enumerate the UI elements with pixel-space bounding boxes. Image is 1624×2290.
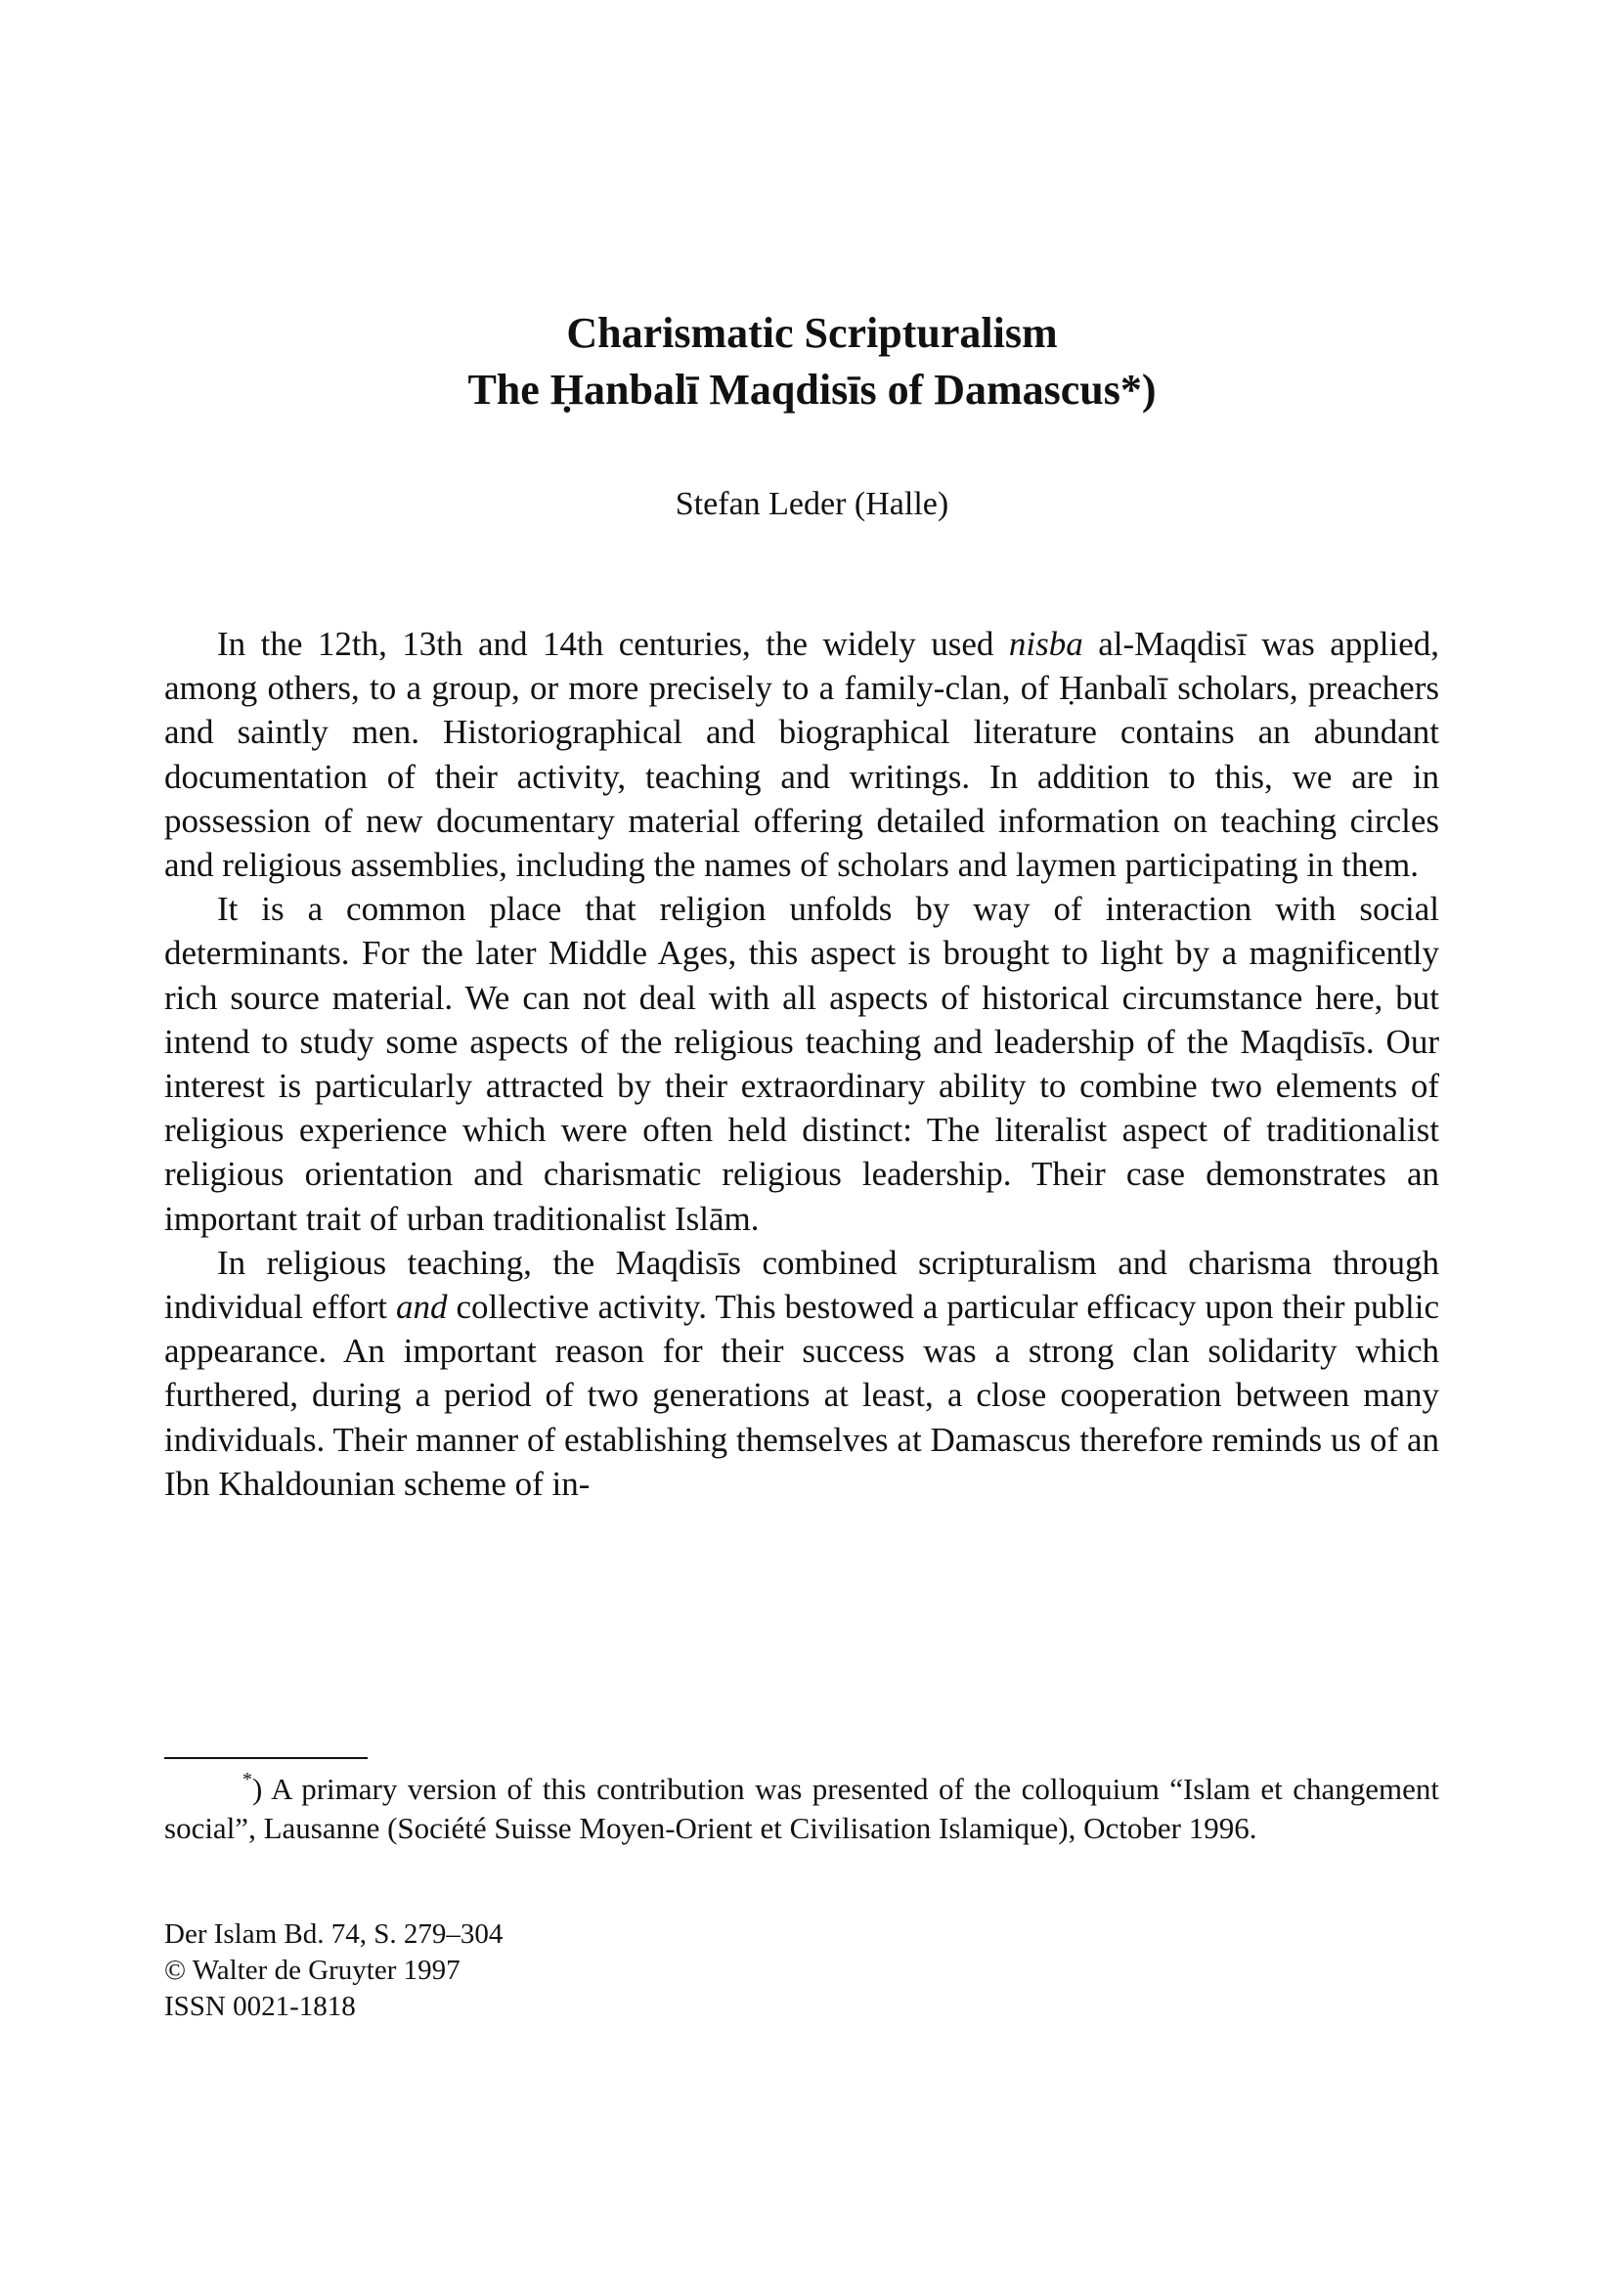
paragraph-2 (164, 887, 1439, 1241)
article-title (0, 305, 1624, 418)
author-line: Stefan Leder (Halle) (675, 486, 949, 522)
footnote-paren: ) (252, 1772, 263, 1806)
paragraph-1-text-a: In the 12th, 13th and 14th centuries, the widely used (217, 625, 1009, 663)
paragraph-1 (164, 622, 1439, 887)
journal-citation: Der Islam Bd. 74, S. 279–304 (164, 1918, 504, 1950)
publication-info (164, 1916, 503, 2025)
copyright-line: © Walter de Gruyter 1997 (164, 1955, 461, 1986)
issn-line: ISSN 0021-1818 (164, 1991, 356, 2022)
paragraph-3 (164, 1241, 1439, 1506)
footnote-marker: * (242, 1769, 252, 1790)
article-body (164, 622, 1439, 1506)
paragraph-2-text: It is a common place that religion unfolds by way of interaction with social determinants. For the later Middle Ages, this aspect is brought to light by a magnificently rich source material. We can not deal with all aspects of historical circumstance here, but intend to study some aspects of the religious teaching and leadership of the Maqdisīs. Our interest is particularly attracted by their extraordinary ability to combine two elements of religious experience which were often held distinct: The literalist aspect of traditionalist religious orientation and charismatic religious leadership. Their case demonstrates an important trait of urban traditionalist Islām. (164, 890, 1439, 1238)
title-line-1: Charismatic Scripturalism (566, 309, 1058, 357)
paragraph-1-emphasis: nisba (1008, 625, 1083, 663)
title-line-2: The Ḥanbalī Maqdisīs of Damascus*) (467, 366, 1157, 414)
paragraph-1-text-b: al-Maqdisī was applied, among others, to a group, or more precisely to a family-clan, of Ḥanbalī scholars, preachers and saintly men. Historiographical and biographical literature contains an abundant documentation of their activity, teaching and writings. In addition to this, we are in possession of new documentary material offering detailed information on teaching circles and religious assemblies, including the names of scholars and laymen participating in them. (164, 625, 1439, 885)
paragraph-3-text-a: In religious teaching, the Maqdisīs combined scripturalism and charisma through individual effort (164, 1243, 1439, 1327)
footnote (164, 1770, 1439, 1848)
paragraph-3-emphasis: and (396, 1288, 448, 1327)
paragraph-3-text-b: collective activity. This bestowed a particular efficacy upon their public appearance. An important reason for their success was a strong clan solidarity which furthered, during a period of two generations at least, a close cooperation between many individuals. Their manner of establishing themselves at Damascus therefore reminds us of an Ibn Khaldounian scheme of in- (164, 1288, 1439, 1503)
footnote-text: A primary version of this contribution was presented of the colloquium “Islam et changement social”, Lausanne (Société Suisse Moyen-Orient et Civilisation Islamique), October 1996. (164, 1772, 1439, 1845)
footnote-divider (164, 1757, 368, 1759)
